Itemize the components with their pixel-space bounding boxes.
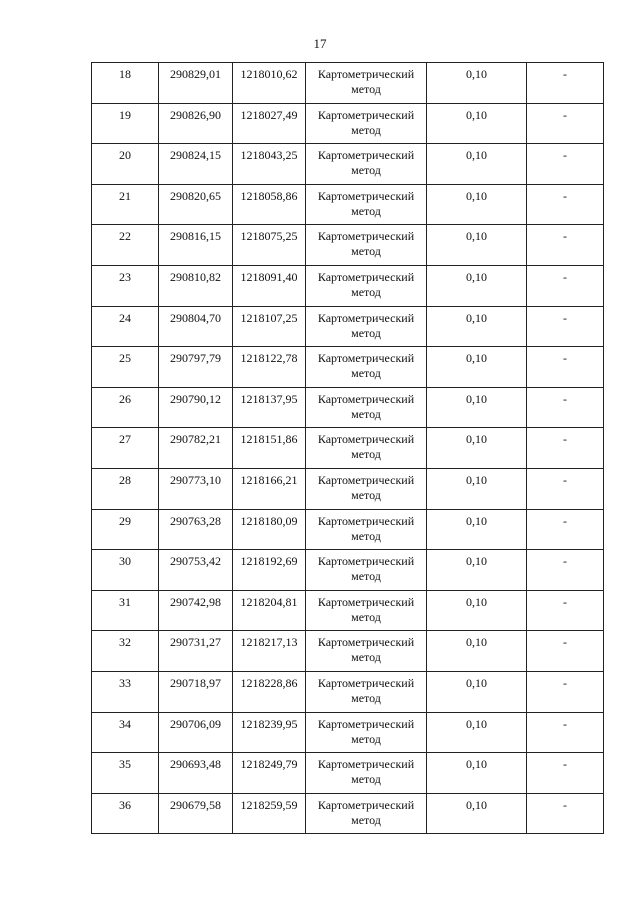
method-text [306,307,426,341]
method-text [306,591,426,625]
point-number-text: 32 [119,635,131,650]
method-line-1: Картометрический [317,229,415,244]
method-text [306,753,426,787]
method-text [306,63,426,97]
note-text: - [563,148,567,163]
y-coordinate-cell [233,306,306,347]
note-text: - [563,432,567,447]
table-row [92,184,604,225]
point-number-cell [92,631,159,672]
method-line-2: метод [351,569,381,584]
point-number-text: 29 [119,513,131,528]
y-coordinate-text: 1218043,25 [240,148,298,163]
accuracy-text: 0,10 [466,432,487,447]
method-cell [306,428,427,469]
method-line-2: метод [351,447,381,462]
method-line-1: Картометрический [317,107,415,122]
point-number-cell [92,225,159,266]
point-number-text: 30 [119,554,131,569]
accuracy-cell [427,550,527,591]
point-number-text: 20 [119,148,131,163]
method-cell [306,671,427,712]
table-row [92,347,604,388]
point-number-cell [92,265,159,306]
point-number-cell [92,753,159,794]
note-cell [527,144,604,185]
x-coordinate-cell [159,753,233,794]
point-number-text: 34 [119,716,131,731]
method-text [306,794,426,828]
method-cell [306,265,427,306]
x-coordinate-text: 290782,21 [170,432,221,447]
method-line-1: Картометрический [317,351,415,366]
point-number-text: 27 [119,432,131,447]
y-coordinate-text: 1218239,95 [240,716,298,731]
x-coordinate-cell [159,387,233,428]
x-coordinate-text: 290820,65 [170,188,221,203]
table-row [92,671,604,712]
point-number-cell [92,306,159,347]
point-number-text: 19 [119,107,131,122]
y-coordinate-text: 1218027,49 [240,107,298,122]
method-cell [306,103,427,144]
method-cell [306,590,427,631]
point-number-text: 18 [119,67,131,81]
method-line-2: метод [351,609,381,624]
note-cell [527,225,604,266]
method-line-1: Картометрический [317,797,415,812]
table-row [92,387,604,428]
table-row [92,144,604,185]
point-number-cell [92,550,159,591]
x-coordinate-text: 290797,79 [170,351,221,366]
accuracy-text: 0,10 [466,148,487,163]
method-text [306,347,426,381]
method-cell [306,306,427,347]
note-text: - [563,513,567,528]
y-coordinate-text: 1218192,69 [240,554,298,569]
accuracy-text: 0,10 [466,554,487,569]
method-line-1: Картометрический [317,513,415,528]
y-coordinate-cell [233,387,306,428]
y-coordinate-cell [233,144,306,185]
x-coordinate-cell [159,428,233,469]
method-cell [306,550,427,591]
accuracy-text: 0,10 [466,594,487,609]
note-cell [527,387,604,428]
accuracy-cell [427,712,527,753]
note-text: - [563,797,567,812]
note-cell [527,184,604,225]
method-line-2: метод [351,731,381,746]
accuracy-text: 0,10 [466,188,487,203]
x-coordinate-text: 290731,27 [170,635,221,650]
y-coordinate-text: 1218228,86 [240,675,298,690]
method-line-1: Картометрический [317,675,415,690]
note-cell [527,63,604,104]
accuracy-text: 0,10 [466,675,487,690]
point-number-cell [92,509,159,550]
x-coordinate-text: 290773,10 [170,472,221,487]
point-number-text: 22 [119,229,131,244]
x-coordinate-text: 290826,90 [170,107,221,122]
coordinates-table-body [92,63,604,834]
y-coordinate-text: 1218010,62 [240,67,298,81]
accuracy-text: 0,10 [466,635,487,650]
note-text: - [563,107,567,122]
method-line-2: метод [351,203,381,218]
table-row [92,793,604,834]
x-coordinate-text: 290816,15 [170,229,221,244]
method-line-2: метод [351,163,381,178]
method-line-1: Картометрический [317,310,415,325]
y-coordinate-cell [233,347,306,388]
x-coordinate-text: 290829,01 [170,67,221,81]
table-row [92,265,604,306]
point-number-text: 24 [119,310,131,325]
method-line-1: Картометрический [317,269,415,284]
note-cell [527,347,604,388]
y-coordinate-text: 1218107,25 [240,310,298,325]
point-number-text: 36 [119,797,131,812]
method-line-2: метод [351,284,381,299]
method-cell [306,387,427,428]
note-text: - [563,472,567,487]
y-coordinate-text: 1218151,86 [240,432,298,447]
method-text [306,266,426,300]
note-cell [527,103,604,144]
method-text [306,185,426,219]
y-coordinate-text: 1218204,81 [240,594,298,609]
accuracy-cell [427,468,527,509]
y-coordinate-text: 1218075,25 [240,229,298,244]
accuracy-text: 0,10 [466,472,487,487]
y-coordinate-text: 1218122,78 [240,351,298,366]
x-coordinate-text: 290824,15 [170,148,221,163]
method-cell [306,347,427,388]
accuracy-text: 0,10 [466,107,487,122]
method-line-1: Картометрический [317,635,415,650]
accuracy-text: 0,10 [466,391,487,406]
y-coordinate-cell [233,103,306,144]
table-row [92,428,604,469]
method-text [306,672,426,706]
y-coordinate-cell [233,184,306,225]
method-cell [306,753,427,794]
accuracy-cell [427,509,527,550]
table-row [92,550,604,591]
point-number-cell [92,712,159,753]
note-cell [527,468,604,509]
note-text: - [563,391,567,406]
method-line-2: метод [351,244,381,259]
note-text: - [563,188,567,203]
accuracy-cell [427,306,527,347]
method-line-2: метод [351,772,381,787]
table-row [92,590,604,631]
note-text: - [563,675,567,690]
method-line-1: Картометрический [317,148,415,163]
x-coordinate-text: 290679,58 [170,797,221,812]
note-cell [527,265,604,306]
point-number-cell [92,468,159,509]
y-coordinate-cell [233,509,306,550]
accuracy-cell [427,631,527,672]
note-cell [527,712,604,753]
table-row [92,631,604,672]
method-cell [306,793,427,834]
method-line-1: Картометрический [317,67,415,81]
note-text: - [563,351,567,366]
y-coordinate-cell [233,753,306,794]
note-text: - [563,716,567,731]
x-coordinate-cell [159,631,233,672]
note-cell [527,590,604,631]
point-number-cell [92,428,159,469]
table-row [92,63,604,104]
y-coordinate-text: 1218217,13 [240,635,298,650]
accuracy-cell [427,184,527,225]
method-text [306,388,426,422]
point-number-text: 35 [119,757,131,772]
accuracy-text: 0,10 [466,797,487,812]
x-coordinate-cell [159,63,233,104]
page-number: 17 [313,36,327,51]
accuracy-text: 0,10 [466,229,487,244]
x-coordinate-text: 290763,28 [170,513,221,528]
method-line-2: метод [351,528,381,543]
note-cell [527,509,604,550]
method-line-2: метод [351,82,381,96]
note-cell [527,631,604,672]
y-coordinate-text: 1218137,95 [240,391,298,406]
x-coordinate-text: 290810,82 [170,269,221,284]
method-text [306,144,426,178]
method-cell [306,509,427,550]
y-coordinate-cell [233,468,306,509]
note-cell [527,306,604,347]
point-number-cell [92,184,159,225]
x-coordinate-cell [159,225,233,266]
x-coordinate-cell [159,793,233,834]
method-cell [306,712,427,753]
y-coordinate-cell [233,550,306,591]
note-text: - [563,554,567,569]
note-text: - [563,269,567,284]
point-number-text: 21 [119,188,131,203]
method-line-2: метод [351,406,381,421]
method-cell [306,63,427,104]
x-coordinate-cell [159,103,233,144]
table-row [92,225,604,266]
table-row [92,306,604,347]
x-coordinate-cell [159,184,233,225]
point-number-text: 23 [119,269,131,284]
method-cell [306,184,427,225]
point-number-text: 33 [119,675,131,690]
method-cell [306,468,427,509]
y-coordinate-text: 1218166,21 [240,472,298,487]
x-coordinate-cell [159,347,233,388]
accuracy-cell [427,265,527,306]
accuracy-text: 0,10 [466,67,487,81]
method-line-1: Картометрический [317,432,415,447]
point-number-cell [92,671,159,712]
accuracy-text: 0,10 [466,757,487,772]
y-coordinate-cell [233,265,306,306]
note-cell [527,428,604,469]
accuracy-cell [427,671,527,712]
y-coordinate-cell [233,225,306,266]
method-text [306,713,426,747]
method-line-2: метод [351,650,381,665]
x-coordinate-text: 290742,98 [170,594,221,609]
accuracy-text: 0,10 [466,513,487,528]
note-text: - [563,229,567,244]
table-row [92,468,604,509]
point-number-text: 28 [119,472,131,487]
accuracy-cell [427,753,527,794]
method-text [306,510,426,544]
point-number-cell [92,347,159,388]
note-cell [527,793,604,834]
note-cell [527,671,604,712]
method-line-1: Картометрический [317,472,415,487]
accuracy-cell [427,793,527,834]
point-number-cell [92,63,159,104]
accuracy-cell [427,428,527,469]
accuracy-cell [427,387,527,428]
table-row [92,753,604,794]
method-line-1: Картометрический [317,391,415,406]
note-text: - [563,67,567,81]
method-line-2: метод [351,325,381,340]
note-text: - [563,594,567,609]
method-text [306,428,426,462]
method-line-2: метод [351,690,381,705]
x-coordinate-cell [159,712,233,753]
method-text [306,469,426,503]
note-text: - [563,757,567,772]
point-number-text: 25 [119,351,131,366]
point-number-cell [92,103,159,144]
point-number-cell [92,144,159,185]
point-number-cell [92,590,159,631]
x-coordinate-cell [159,671,233,712]
y-coordinate-cell [233,793,306,834]
method-line-1: Картометрический [317,716,415,731]
x-coordinate-text: 290790,12 [170,391,221,406]
point-number-text: 31 [119,594,131,609]
x-coordinate-text: 290753,42 [170,554,221,569]
x-coordinate-text: 290804,70 [170,310,221,325]
x-coordinate-cell [159,468,233,509]
method-line-1: Картометрический [317,594,415,609]
accuracy-text: 0,10 [466,269,487,284]
point-number-cell [92,387,159,428]
y-coordinate-cell [233,63,306,104]
method-line-1: Картометрический [317,757,415,772]
note-text: - [563,310,567,325]
y-coordinate-text: 1218180,09 [240,513,298,528]
x-coordinate-text: 290718,97 [170,675,221,690]
x-coordinate-cell [159,590,233,631]
method-text [306,104,426,138]
x-coordinate-cell [159,144,233,185]
point-number-cell [92,793,159,834]
method-cell [306,144,427,185]
x-coordinate-cell [159,265,233,306]
y-coordinate-cell [233,712,306,753]
method-text [306,550,426,584]
method-line-2: метод [351,122,381,137]
accuracy-cell [427,144,527,185]
method-cell [306,225,427,266]
method-line-1: Картометрический [317,188,415,203]
accuracy-cell [427,63,527,104]
accuracy-cell [427,590,527,631]
method-text [306,631,426,665]
x-coordinate-cell [159,550,233,591]
table-row [92,509,604,550]
accuracy-text: 0,10 [466,716,487,731]
x-coordinate-text: 290693,48 [170,757,221,772]
accuracy-cell [427,347,527,388]
accuracy-cell [427,103,527,144]
coordinates-table [91,62,604,834]
note-cell [527,550,604,591]
method-line-2: метод [351,812,381,827]
y-coordinate-cell [233,671,306,712]
point-number-text: 26 [119,391,131,406]
method-cell [306,631,427,672]
accuracy-text: 0,10 [466,351,487,366]
y-coordinate-cell [233,631,306,672]
y-coordinate-cell [233,428,306,469]
y-coordinate-text: 1218259,59 [240,797,298,812]
accuracy-cell [427,225,527,266]
y-coordinate-cell [233,590,306,631]
note-text: - [563,635,567,650]
method-line-2: метод [351,487,381,502]
method-line-1: Картометрический [317,554,415,569]
y-coordinate-text: 1218249,79 [240,757,298,772]
x-coordinate-cell [159,306,233,347]
table-row [92,103,604,144]
table-row [92,712,604,753]
x-coordinate-text: 290706,09 [170,716,221,731]
method-text [306,225,426,259]
accuracy-text: 0,10 [466,310,487,325]
note-cell [527,753,604,794]
y-coordinate-text: 1218058,86 [240,188,298,203]
method-line-2: метод [351,366,381,381]
y-coordinate-text: 1218091,40 [240,269,298,284]
x-coordinate-cell [159,509,233,550]
